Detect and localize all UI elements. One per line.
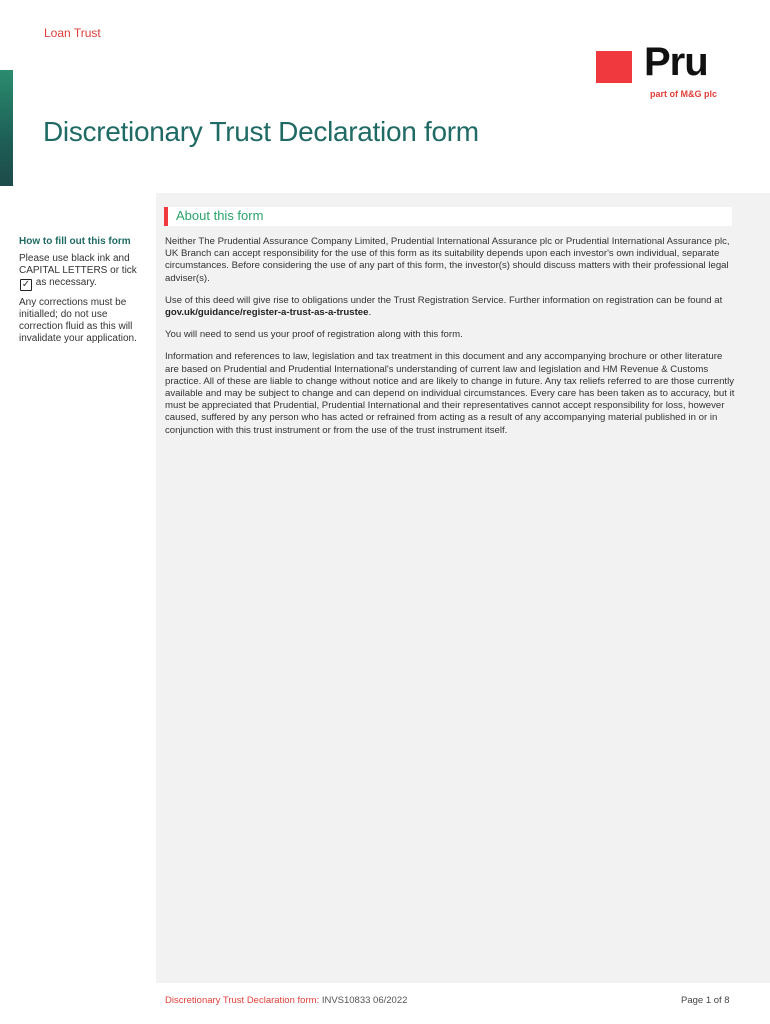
about-form-body — [165, 236, 735, 447]
disclaimer-paragraph: Neither The Prudential Assurance Company Limited, Prudential International Assurance plc or Prudential International Assurance plc, UK Branch can accept responsibility for the use of this form as its suitability depends upon each investor's own individual, separate circumstances. Before considering the use of any part of this form, the investor(s) should discuss matters with their professional legal adviser(s). — [165, 236, 730, 284]
proof-paragraph: You will need to send us your proof of registration along with this form. — [165, 329, 463, 341]
registration-period: . — [368, 307, 372, 319]
pru-logo — [596, 40, 726, 104]
section-header — [164, 207, 732, 226]
tick-box-icon: ✓ — [21, 279, 31, 290]
registration-paragraph — [165, 295, 735, 319]
footer-form-reference — [165, 995, 407, 1006]
page-title: Discretionary Trust Declaration form — [43, 116, 479, 147]
instructions-ink-note — [19, 253, 149, 291]
logo-square-icon — [596, 51, 632, 83]
instruction-text: Please use black ink and CAPITAL LETTERS or tick — [19, 253, 137, 276]
registration-text: Use of this deed will give rise to obligations under the Trust Registration Service. Further information on registration can be found at — [165, 294, 723, 306]
side-accent-bar — [0, 70, 13, 186]
registration-link[interactable]: gov.uk/guidance/register-a-trust-as-a-trustee — [165, 307, 369, 319]
section-heading: About this form — [176, 208, 264, 223]
legal-paragraph: Information and references to law, legislation and tax treatment in this document and any accompanying brochure or other literature are based on Prudential and Prudential International's understanding of current law and legislation and HM Revenue & Customs practice. All of these are liable to change without notice and are likely to change in future. Any tax reliefs referred to are those currently available and may be subject to change and can depend on individual circumstances. Every care has been taken as to accuracy, but it must be appreciated that Prudential, Prudential International and their representatives cannot accept responsibility for loss, however caused, suffered by any person who has acted or refrained from acting as a result of any accompanying material published in or in conjunction with this trust instrument or from the use of the trust instrument itself. — [165, 351, 735, 436]
logo-brand-text: Pru — [644, 40, 708, 84]
document-category-label: Loan Trust — [44, 26, 101, 40]
instruction-text-end: as necessary. — [35, 277, 97, 288]
footer-form-name: Discretionary Trust Declaration form: — [165, 995, 320, 1006]
instructions-sidebar — [19, 236, 149, 351]
instructions-heading: How to fill out this form — [19, 236, 131, 247]
page-number: Page 1 of 8 — [681, 995, 730, 1006]
corrections-note: Any corrections must be initialled; do not use correction fluid as this will invalidate your application. — [19, 297, 137, 344]
footer-form-code: INVS10833 06/2022 — [321, 995, 408, 1006]
section-accent-bar — [164, 207, 168, 226]
logo-tagline: part of M&G plc — [650, 89, 717, 99]
